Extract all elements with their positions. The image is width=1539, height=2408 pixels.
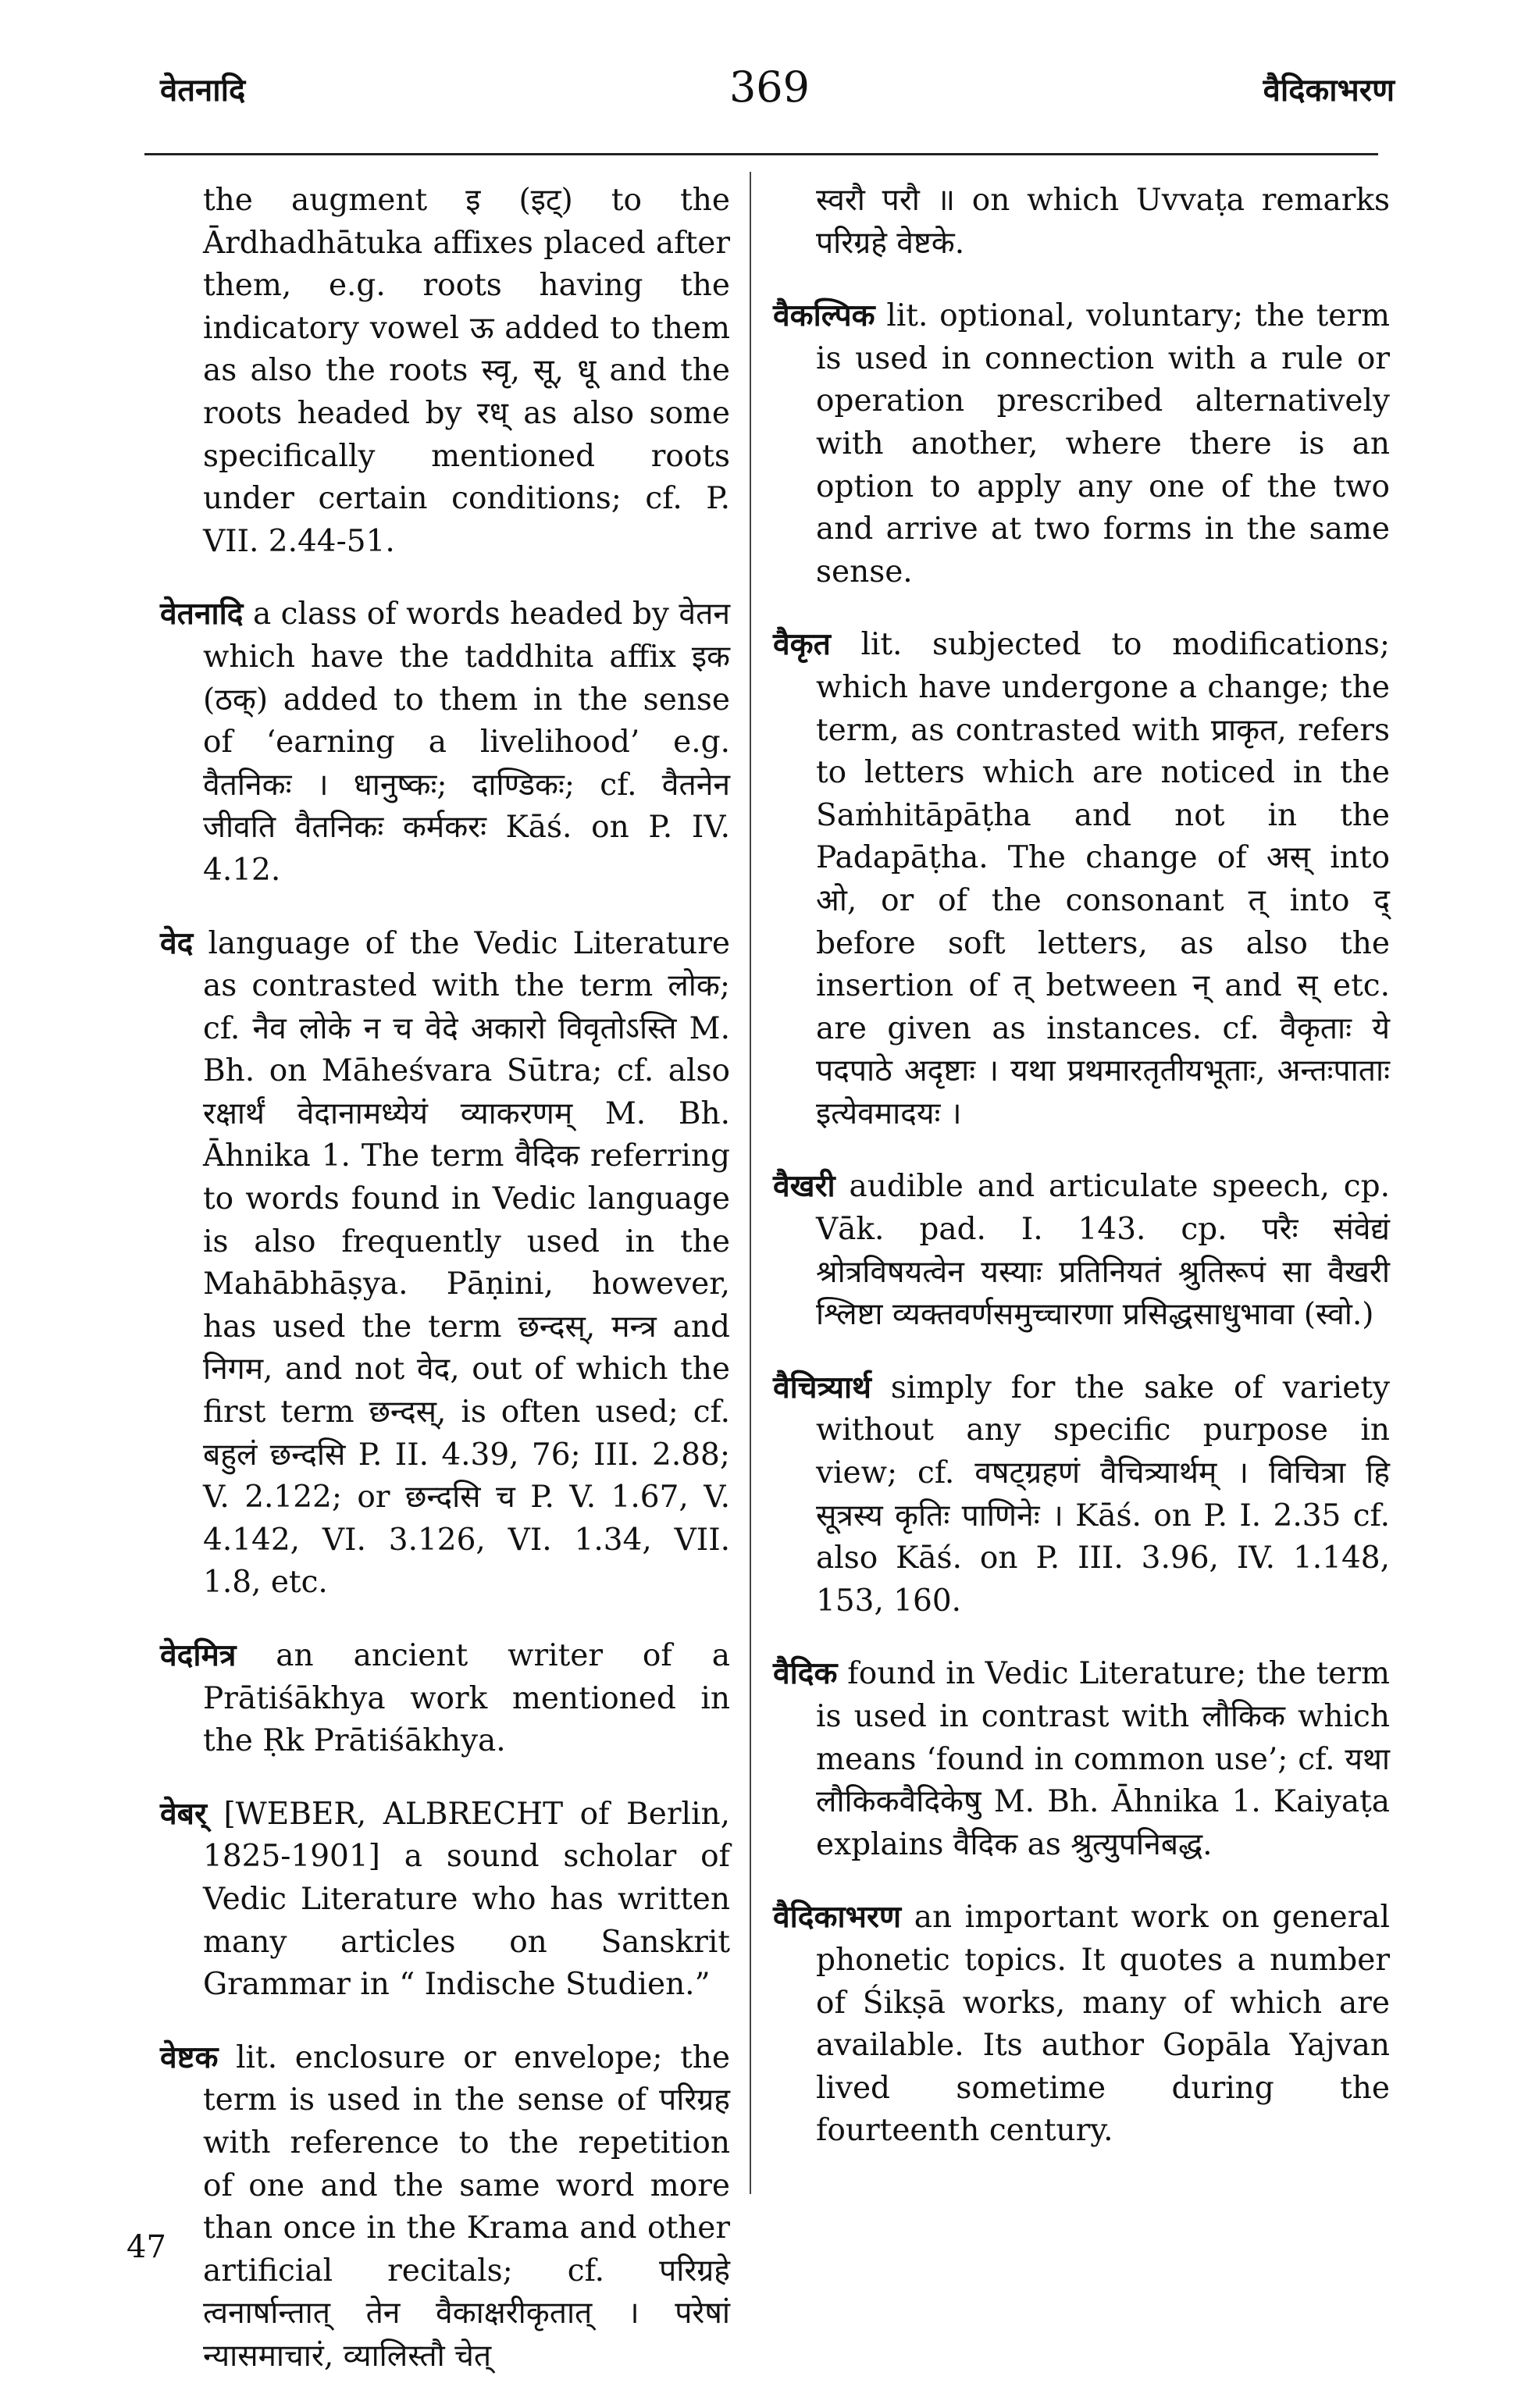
entry-headword: वैखरी: [773, 1168, 835, 1205]
right-column: [773, 180, 1390, 2182]
entry-text: lit. optional, voluntary; the term is used in connection with a rule or operation prescribed alternatively with another, where there is an option to apply any one of the two and arrive at two forms in the same sense.: [816, 298, 1390, 590]
entry-headword: वेद: [160, 924, 194, 961]
entry-vaicitryartha: [773, 1366, 1390, 1623]
running-header: [0, 62, 1539, 125]
entry-text: the augment इ (इट्) to the Ārdhadhātuka affixes placed after them, e.g. roots having the indicatory vowel ऊ added to them as also the roots स्वृ, सू, धू and the roots headed by रध् as also some specifically mentioned roots under certain conditions; cf. P. VII. 2.44-51.: [203, 183, 730, 559]
folio-number: 47: [126, 2229, 166, 2265]
entry-vaikrta: [773, 623, 1390, 1135]
entry-vedamitra: [160, 1634, 730, 1763]
entry-headword: वेदमित्र: [160, 1637, 237, 1673]
entry-continued: [160, 180, 730, 563]
entry-text: lit. subjected to modifications; which have undergone a change; the term, as contrasted with प्राकृत, refers to letters which are noticed in the Saṁhitāpāṭha and not in the Padapāṭha. The change of अस् into ओ, or of the consonant त् into द् before soft letters, as also the insertion of त् between न् and स् etc. are given as instances. cf. वैकृताः ये पदपाठे अदृष्टाः । यथा प्रथमारतृतीयभूताः, अन्तःपाताः इत्येवमादयः ।: [816, 627, 1390, 1131]
entry-text: language of the Vedic Literature as contrasted with the term लोक; cf. नैव लोके न च वेदे अकारो विवृतोऽस्ति M. Bh. on Māheśvara Sūtra; cf. also रक्षार्थं वेदानामध्येयं व्याकरणम् M. Bh. Āhnika 1. The term वैदिक referring to words found in Vedic language is also frequently used in the Mahābhāṣya. Pāṇini, however, has used the term छन्दस्, मन्त्र and निगम, and not वेद, out of which the first term छन्दस्, is often used; cf. बहुलं छन्दसि P. II. 4.39, 76; III. 2.88; V. 2.122; or छन्दसि च P. V. 1.67, V. 4.142, VI. 3.126, VI. 1.34, VII. 1.8, etc.: [203, 925, 730, 1601]
entry-vaikalpika: [773, 294, 1390, 593]
entry-text: स्वरौ परौ ॥ on which Uvvaṭa remarks परिग्रहे वेष्टके.: [816, 183, 1390, 261]
header-rule: [144, 153, 1378, 155]
entry-text: a class of words headed by वेतन which have the taddhita affix इक (ठक्) added to them in the sense of ‘earning a livelihood’ e.g. वैतनिकः । धानुष्कः; दाण्डिकः; cf. वैतनेन जीवति वैतनिकः कर्मकरः Kāś. on P. IV. 4.12.: [203, 597, 730, 888]
header-left-guideword: वेतनादि: [160, 72, 246, 109]
entry-text: found in Vedic Literature; the term is used in contrast with लौकिक which means ‘found in common use’; cf. यथा लौकिकवैदिकेषु M. Bh. Āhnika 1. Kaiyaṭa explains वैदिक as श्रुत्युपनिबद्ध.: [816, 1656, 1390, 1862]
header-right-guideword: वैदिकाभरण: [1263, 72, 1395, 109]
column-divider: [750, 172, 751, 2194]
entry-vaidika: [773, 1652, 1390, 1866]
left-column: [160, 180, 730, 2408]
entry-headword: वैदिक: [773, 1655, 838, 1692]
entry-headword: वैचित्र्यार्थ: [773, 1369, 871, 1405]
entry-text: an important work on general phonetic topics. It quotes a number of Śikṣā works, many of which are available. Its author Gopāla Yajvan lived sometime during the fourteenth century.: [816, 1900, 1391, 2149]
entry-veshtaka: [160, 2036, 730, 2378]
entry-headword: वेष्टक: [160, 2039, 219, 2075]
entry-vaikhari: [773, 1165, 1390, 1336]
entry-weber: [160, 1793, 730, 2007]
page-number: 369: [729, 62, 810, 112]
entry-text: lit. enclosure or envelope; the term is used in the sense of परिग्रह with reference to the repetition of one and the same word more than once in the Krama and other artificial recitals; cf. परिग्रहे त्वनार्षान्तात् तेन वैकाक्षरीकृतात् । परेषां न्यासमाचारं, व्यालिस्तौ चेत्: [203, 2039, 730, 2374]
entry-text: audible and articulate speech, cp. Vāk. pad. I. 143. cp. परैः संवेद्यं श्रोत्रविषयत्वेन यस्याः प्रतिनियतं श्रुतिरूपं सा वैखरी श्लिष्टा व्यक्तवर्णसमुच्चारणा प्रसिद्धसाधुभावा (स्वो.): [816, 1169, 1390, 1333]
entry-text: an ancient writer of a Prātiśākhya work mentioned in the Ṛk Prātiśākhya.: [203, 1638, 730, 1759]
entry-text: simply for the sake of variety without any specific purpose in view; cf. वषट्ग्रहणं वैचित्र्यार्थम् । विचित्रा हि सूत्रस्य कृतिः पाणिनेः । Kāś. on P. I. 2.35 cf. also Kāś. on P. III. 3.96, IV. 1.148, 153, 160.: [816, 1370, 1390, 1619]
entry-headword: वैकृत: [773, 626, 831, 663]
entry-headword: वैकल्पिक: [773, 297, 875, 334]
entry-vetanadi: [160, 593, 730, 892]
entry-headword: वैदिकाभरण: [773, 1899, 902, 1936]
entry-headword: वेतनादि: [160, 596, 244, 632]
entry-continued: [773, 180, 1390, 265]
entry-veda: [160, 922, 730, 1605]
entry-vaidikabharana: [773, 1896, 1390, 2153]
entry-headword: वेबर्: [160, 1795, 207, 1832]
entry-text: [WEBER, ALBRECHT of Berlin, 1825-1901] a sound scholar of Vedic Literature who has written many articles on Sanskrit Grammar in “ Indische Studien.”: [203, 1796, 730, 2003]
